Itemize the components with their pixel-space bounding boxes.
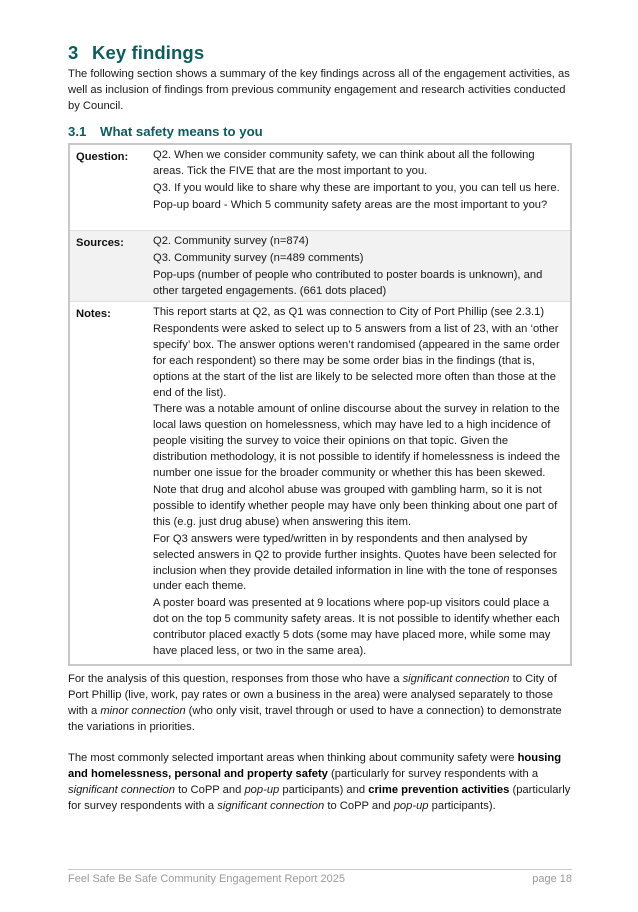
text-run: to CoPP and — [324, 800, 394, 812]
source-item: Pop-ups (number of people who contributed to poster boards is unknown), and other targeted engagements. (661 dots placed) — [153, 268, 543, 297]
section-intro: The following section shows a summary of the key findings across all of the engagement activities, as well as inclusion of findings from previous community engagement and research activities conducted by Council. — [68, 68, 570, 112]
emphasis-significant-connection: significant connection — [402, 673, 510, 685]
question-item: Q3. If you would like to share why these are important to you, you can tell us here. — [153, 181, 560, 194]
findings-paragraph — [68, 750, 572, 814]
text-run: to CoPP and — [174, 784, 245, 796]
section-number: 3 — [68, 42, 79, 63]
section-title: Key findings — [92, 42, 205, 63]
text-run: (particularly for survey respondents with a — [68, 784, 571, 812]
row-label: Notes: — [76, 308, 111, 320]
note-item: This report starts at Q2, as Q1 was connection to City of Port Phillip (see 2.3.1) — [153, 306, 545, 318]
question-item: Pop-up board - Which 5 community safety areas are the most important to you? — [153, 198, 548, 211]
row-label: Question: — [76, 151, 129, 163]
row-label: Sources: — [76, 237, 124, 249]
text-run: (who only visit, travel through or used to have a connection) to demonstrate the variations in priorities. — [68, 705, 562, 733]
subsection-title: What safety means to you — [100, 124, 263, 139]
source-item: Q3. Community survey (n=489 comments) — [153, 251, 364, 264]
question-item: Q2. When we consider community safety, we can think about all the following areas. Tick the FIVE that are the most important to you. — [153, 149, 535, 177]
row-content — [147, 302, 570, 664]
footer-page-number: page 18 — [532, 873, 572, 885]
section-heading — [68, 42, 204, 64]
source-item: Q2. Community survey (n=874) — [153, 235, 309, 247]
bold-crime-prevention: crime prevention activities — [368, 784, 510, 796]
table-row-question — [70, 145, 570, 231]
subsection-heading — [68, 124, 263, 139]
text-run: to City of Port Phillip (live, work, pay rates or own a business in the area) were analysed separately to those with a — [68, 673, 557, 717]
bold-key-areas: housing and homelessness, personal and property safety — [68, 752, 562, 780]
footer-report-title: Feel Safe Be Safe Community Engagement Report 2025 — [68, 873, 345, 885]
note-item: Respondents were asked to select up to 5 answers from a list of 23, with an ‘other specify’ box. The answer options weren’t randomised (appeared in the same order for each respondent) so there may be some order bias in the findings (that is, options at the start of the list are likely to be selected more often than those at the end of the list). — [153, 322, 560, 399]
table-row-sources — [70, 231, 570, 302]
text-run: The most commonly selected important areas when thinking about community safety were — [68, 752, 518, 764]
table-row-notes — [70, 302, 570, 664]
emphasis-pop-up: pop-up — [244, 784, 280, 796]
note-item: Note that drug and alcohol abuse was grouped with gambling harm, so it is not possible to identify whether people may have only been thinking about one part of this (e.g. just drug abuse) when answering this item. — [153, 483, 558, 528]
subsection-number: 3.1 — [68, 124, 87, 139]
emphasis-significant-connection: significant connection — [217, 800, 325, 812]
emphasis-significant-connection: significant connection — [68, 784, 175, 796]
note-item: There was a notable amount of online discourse about the survey in relation to the local laws question on homelessness, which may have led to a high incidence of people visiting the survey to voice their opinions on that topic. Given the distribution methodology, it is not possible to identify if homelessness is indeed the number one issue for the broader community or whether this has been skewed. — [153, 403, 561, 480]
note-item: A poster board was presented at 9 locations where pop-up visitors could place a dot on the top 5 community safety areas. It is not possible to identify whether each contributor placed exactly 5 dots (some may have placed more, while some may have placed less, or two in the same area). — [153, 597, 560, 658]
emphasis-pop-up: pop-up — [393, 800, 429, 812]
analysis-paragraph — [68, 671, 572, 735]
text-run: participants) and — [279, 784, 369, 796]
text-run: (particularly for survey respondents with a — [327, 768, 539, 780]
text-run: For the analysis of this question, responses from those who have a — [68, 673, 403, 685]
question-summary-table — [68, 143, 572, 666]
emphasis-minor-connection: minor connection — [100, 705, 186, 717]
footer-divider — [68, 869, 572, 870]
row-content — [147, 145, 570, 230]
row-content — [147, 231, 570, 301]
text-run: participants). — [428, 800, 496, 812]
note-item: For Q3 answers were typed/written in by respondents and then analysed by selected answers in Q2 to provide further insights. Quotes have been selected for inclusion when they provide detailed information in line with the tone of responses under each theme. — [153, 532, 558, 593]
